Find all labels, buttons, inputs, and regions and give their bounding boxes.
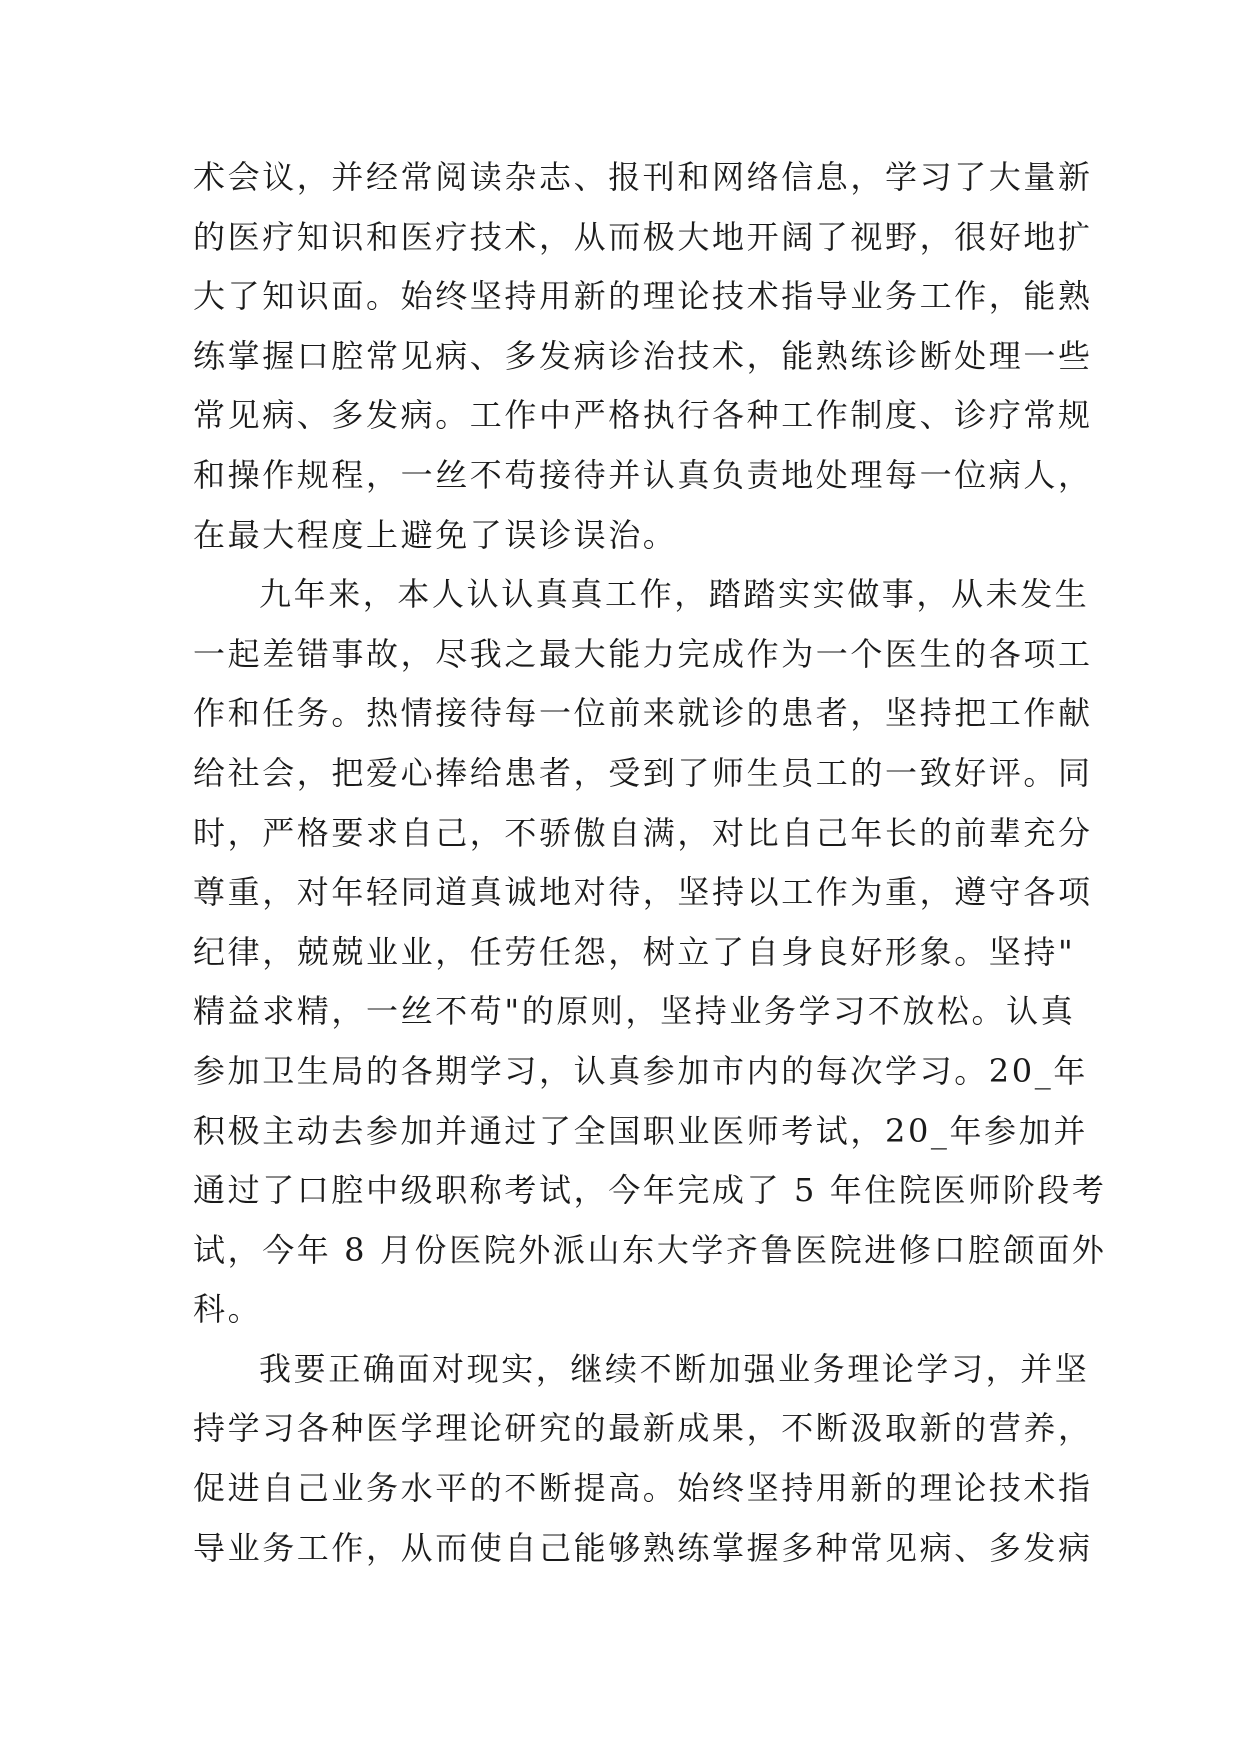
text-line: 在最大程度上避免了误诊误治。 — [193, 515, 678, 554]
text-line: 给社会，把爱心捧给患者，受到了师生员工的一致好评。同 — [193, 753, 1093, 792]
text-line: 参加卫生局的各期学习，认真参加市内的每次学习。20_年 — [193, 1051, 1088, 1090]
text-line: 常见病、多发病。工作中严格执行各种工作制度、诊疗常规 — [193, 396, 1093, 435]
text-line: 持学习各种医学理论研究的最新成果，不断汲取新的营养， — [193, 1409, 1093, 1448]
text-line: 大了知识面。始终坚持用新的理论技术指导业务工作，能熟 — [193, 277, 1093, 316]
text-line: 通过了口腔中级职称考试，今年完成了 5 年住院医师阶段考 — [193, 1171, 1107, 1210]
text-line: 的医疗知识和医疗技术，从而极大地开阔了视野，很好地扩 — [193, 217, 1093, 256]
text-line: 练掌握口腔常见病、多发病诊治技术，能熟练诊断处理一些 — [193, 336, 1093, 375]
text-line: 九年来，本人认认真真工作，踏踏实实做事，从未发生 — [259, 575, 1090, 614]
text-line: 试，今年 8 月份医院外派山东大学齐鲁医院进修口腔颌面外 — [193, 1230, 1107, 1269]
text-line: 术会议，并经常阅读杂志、报刊和网络信息，学习了大量新 — [193, 158, 1093, 196]
paragraph-3 — [193, 1340, 1093, 1578]
text-line: 时，严格要求自己，不骄傲自满，对比自己年长的前辈充分 — [193, 813, 1093, 852]
text-line: 科。 — [193, 1290, 263, 1329]
text-line: 尊重，对年轻同道真诚地对待，坚持以工作为重，遵守各项 — [193, 873, 1093, 912]
paragraph-2 — [193, 565, 1107, 1340]
text-line: 积极主动去参加并通过了全国职业医师考试，20_年参加并 — [193, 1111, 1088, 1150]
text-line: 和操作规程，一丝不苟接待并认真负责地处理每一位病人， — [193, 455, 1093, 494]
text-line: 作和任务。热情接待每一位前来就诊的患者，坚持把工作献 — [193, 694, 1093, 733]
paragraph-1 — [193, 148, 1093, 565]
text-line: 导业务工作，从而使自己能够熟练掌握多种常见病、多发病 — [193, 1528, 1093, 1567]
text-line: 纪律，兢兢业业，任劳任怨，树立了自身良好形象。坚持" — [193, 932, 1076, 971]
text-line: 我要正确面对现实，继续不断加强业务理论学习，并坚 — [259, 1349, 1090, 1388]
text-line: 一起差错事故，尽我之最大能力完成作为一个医生的各项工 — [193, 634, 1093, 673]
text-line: 促进自己业务水平的不断提高。始终坚持用新的理论技术指 — [193, 1469, 1093, 1508]
document-body — [193, 148, 1107, 1578]
text-line: 精益求精，一丝不苟"的原则，坚持业务学习不放松。认真 — [193, 992, 1076, 1031]
